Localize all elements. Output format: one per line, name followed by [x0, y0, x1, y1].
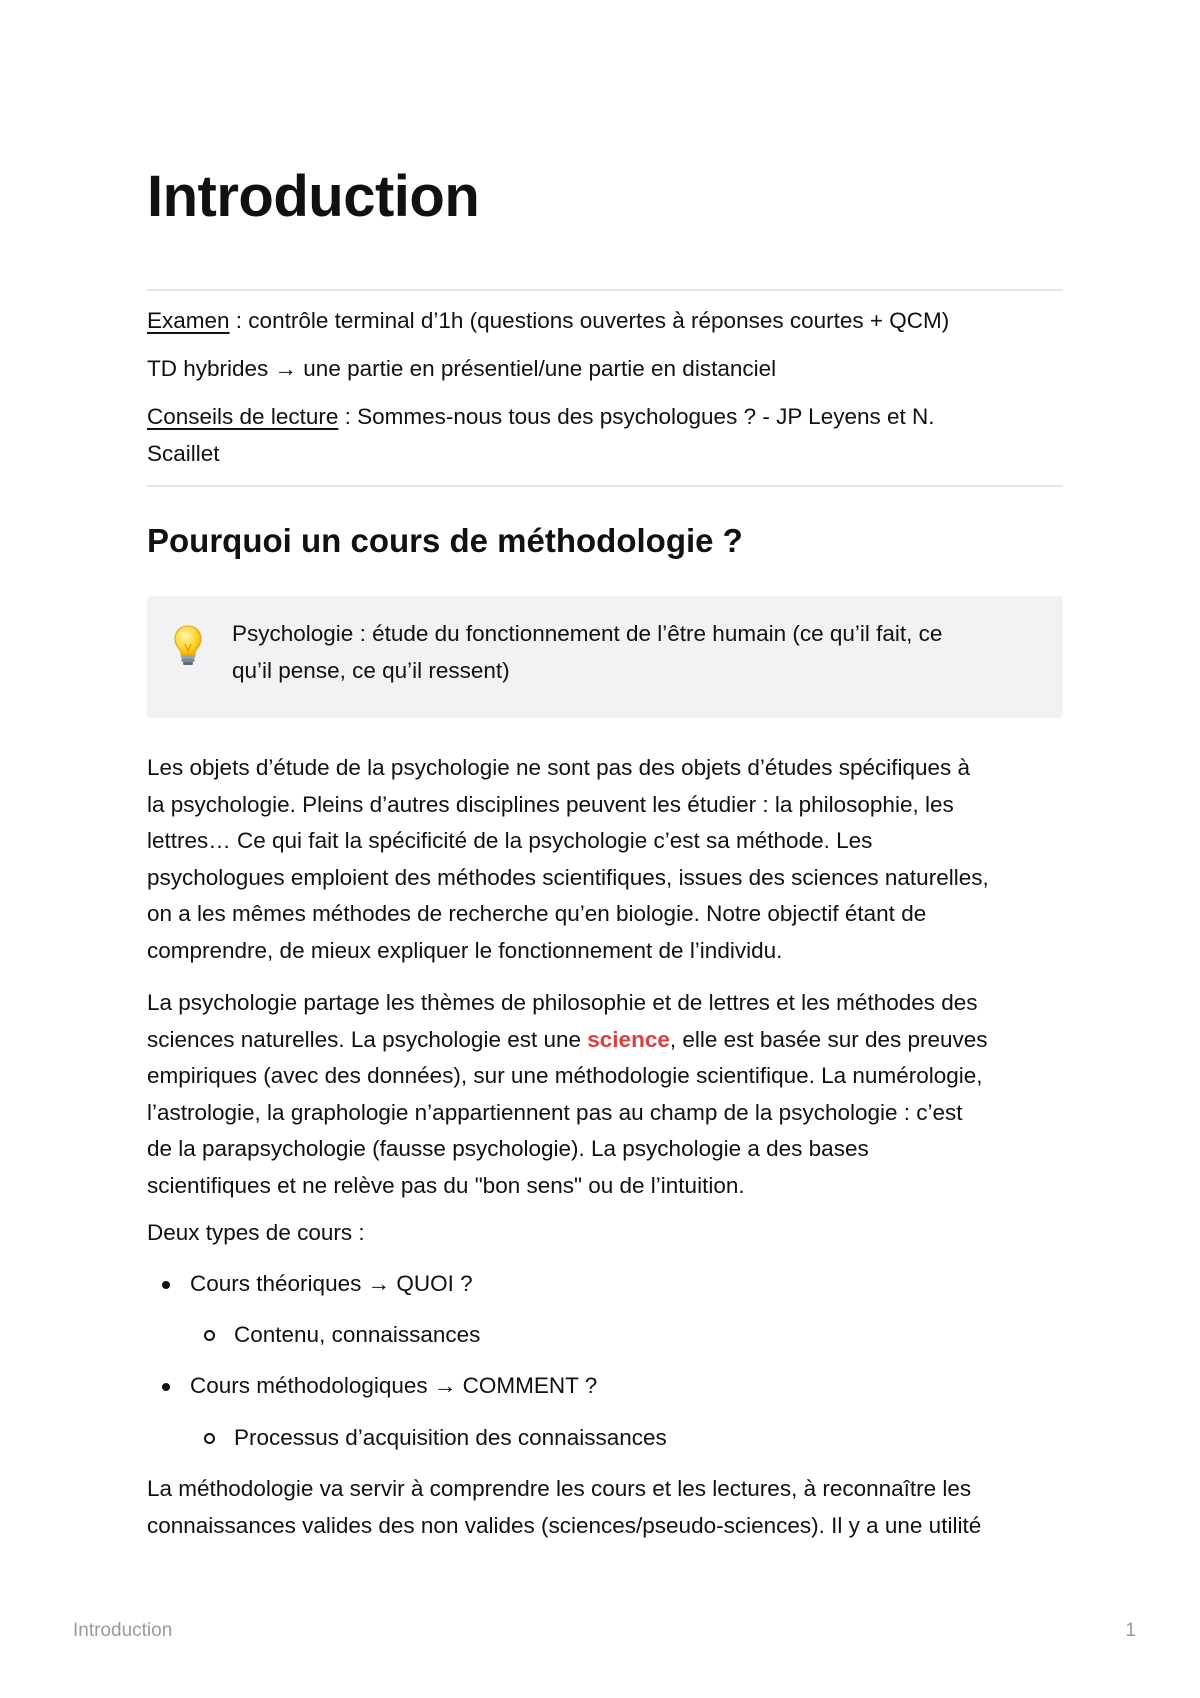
- callout-line-2: qu’il pense, ce qu’il ressent): [232, 657, 510, 683]
- p1-line: psychologues emploient des méthodes scientifiques, issues des sciences naturelles,: [147, 864, 989, 890]
- p3-line: La méthodologie va servir à comprendre les cours et les lectures, à reconnaître les: [147, 1476, 972, 1501]
- p3-line: connaissances valides des non valides (sciences/pseudo-sciences). Il y a une utilité: [147, 1512, 982, 1538]
- section-heading: Pourquoi un cours de méthodologie ?: [147, 522, 743, 559]
- sub-list-item: Processus d’acquisition des connaissances: [234, 1425, 667, 1450]
- list-item: Cours théoriques → QUOI ?: [190, 1271, 473, 1296]
- exam-text: : contrôle terminal d’1h (questions ouvertes à réponses courtes + QCM): [229, 308, 950, 333]
- bullet-dot: [162, 1383, 170, 1391]
- p1-line: comprendre, de mieux expliquer le fonctionnement de l’individu.: [147, 937, 783, 963]
- p2-line: sciences naturelles. La psychologie est une: [147, 1026, 588, 1052]
- science-highlight: science: [587, 1026, 670, 1052]
- callout-text: [232, 616, 1032, 689]
- page-number: 1: [1125, 1620, 1136, 1641]
- reading-label: Conseils de lecture: [147, 404, 339, 429]
- reading-text-2: Scaillet: [147, 440, 220, 466]
- list-intro: Deux types de cours :: [147, 1220, 365, 1245]
- sub-list-item: Contenu, connaissances: [234, 1322, 481, 1347]
- paragraph-3: [147, 1471, 1063, 1544]
- bottom-divider: [147, 485, 1063, 487]
- exam-label: Examen: [147, 308, 230, 333]
- lightbulb-icon: [173, 624, 203, 668]
- reading-line: [147, 399, 1063, 472]
- p2-line: , elle est basée sur des preuves: [669, 1026, 988, 1052]
- callout-box: [147, 596, 1063, 718]
- paragraph-2: [147, 985, 1063, 1204]
- paragraph-1: [147, 750, 1063, 969]
- p2-line: empiriques (avec des données), sur une méthodologie scientifique. La numérologie,: [147, 1063, 983, 1088]
- p2-line: scientifiques et ne relève pas du "bon sens" ou de l’intuition.: [147, 1172, 745, 1198]
- reading-text-1: : Sommes-nous tous des psychologues ? - JP Leyens et N.: [338, 404, 935, 429]
- p2-line: La psychologie partage les thèmes de philosophie et de lettres et les méthodes des: [147, 990, 978, 1015]
- td-line: TD hybrides → une partie en présentiel/une partie en distanciel: [147, 356, 777, 381]
- sub-bullet-ring: [204, 1330, 215, 1341]
- page-title: Introduction: [147, 164, 480, 229]
- p1-line: la psychologie. Pleins d’autres disciplines peuvent les étudier : la philosophie, les: [147, 791, 954, 817]
- p2-line: l’astrologie, la graphologie n’appartiennent pas au champ de la psychologie : c’est: [147, 1099, 963, 1125]
- list-item: Cours méthodologiques → COMMENT ?: [190, 1373, 598, 1398]
- p2-line: de la parapsychologie (fausse psychologie). La psychologie a des bases: [147, 1136, 869, 1161]
- footer-title: Introduction: [73, 1620, 173, 1641]
- callout-line-1: Psychologie : étude du fonctionnement de l’être humain (ce qu’il fait, ce: [232, 621, 943, 646]
- bullet-dot: [162, 1281, 170, 1289]
- sub-bullet-ring: [204, 1433, 215, 1444]
- p1-line: lettres… Ce qui fait la spécificité de la psychologie c’est sa méthode. Les: [147, 828, 873, 853]
- p1-line: Les objets d’étude de la psychologie ne sont pas des objets d’études spécifiques à: [147, 755, 971, 780]
- exam-line: [147, 303, 1063, 340]
- top-divider: [147, 289, 1063, 291]
- p1-line: on a les mêmes méthodes de recherche qu’en biologie. Notre objectif étant de: [147, 901, 927, 926]
